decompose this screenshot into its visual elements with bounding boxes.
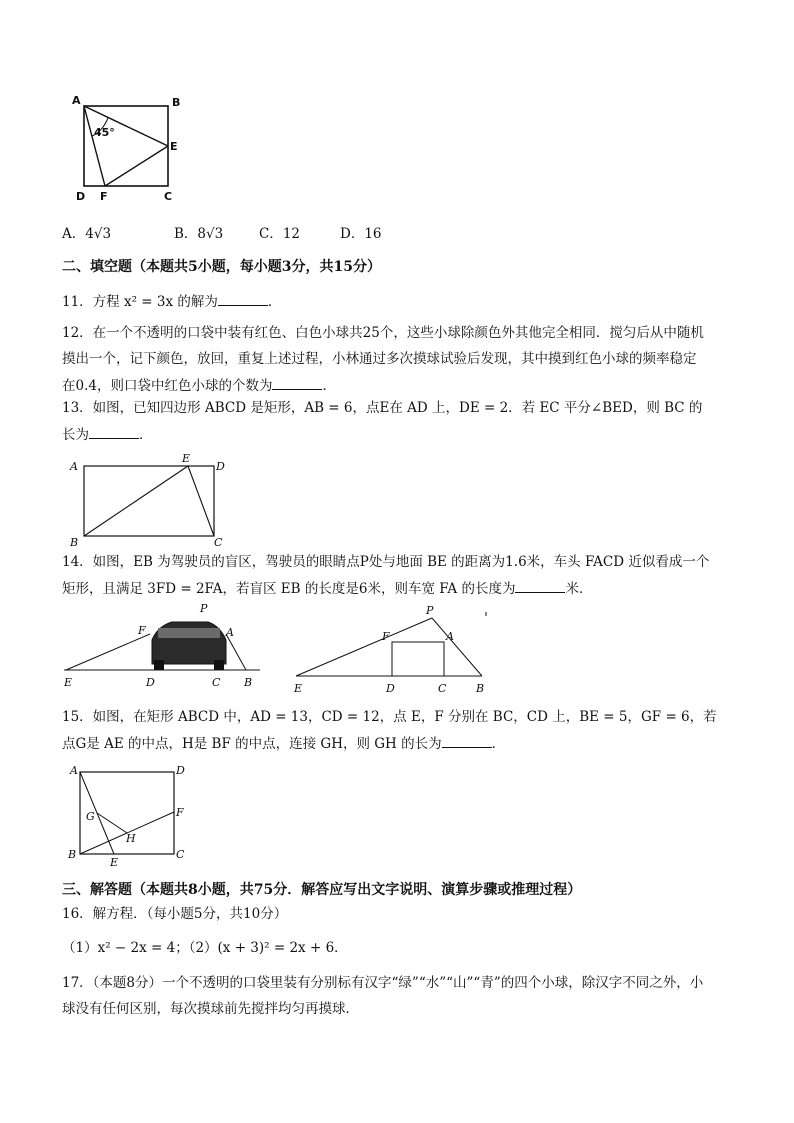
q15-line1: 15．如图，在矩形 ABCD 中，AD = 13，CD = 12，点 E，F 分别在 BC，CD 上，BE = 5，GF = 6，若 <box>62 709 717 725</box>
label-C: C <box>214 536 223 548</box>
label-C: C <box>212 676 221 689</box>
label-E: E <box>170 140 178 153</box>
label-F: F <box>138 624 146 637</box>
answer-blank <box>89 424 139 439</box>
label-A: A <box>446 630 454 643</box>
label-E: E <box>294 682 303 695</box>
option-a: A．4√3 <box>62 226 112 242</box>
q17-line1: 17．（本题8分）一个不透明的口袋里装有分别标有汉字“绿”“水”“山”“青”的四个小球，除汉字不同之外，小 <box>62 975 704 991</box>
label-D: D <box>386 682 395 695</box>
label-A: A <box>226 626 234 639</box>
section-3-title: 三、解答题（本题共8小题，共75分．解答应写出文字说明、演算步骤或推理过程） <box>62 882 582 898</box>
label-F: F <box>100 190 108 203</box>
option-d: D．16 <box>340 226 382 242</box>
section-2-title: 二、填空题（本题共5小题，每小题3分，共15分） <box>62 259 381 275</box>
question-13 <box>62 398 702 445</box>
figure-q10-square <box>68 92 198 210</box>
figure-q13-rectangle <box>64 452 234 548</box>
label-A: A <box>70 460 78 473</box>
label-D: D <box>76 190 86 203</box>
label-B: B <box>244 676 253 689</box>
label-P: P <box>426 604 434 617</box>
label-C: C <box>176 848 185 861</box>
q14-line1: 14．如图，EB 为驾驶员的盲区，驾驶员的眼睛点P处与地面 BE 的距离为1.6米，车头 FACD 近似看成一个 <box>62 554 710 570</box>
label-H: H <box>126 832 136 845</box>
label-D: D <box>176 764 185 777</box>
label-G: G <box>86 810 95 823</box>
label-C: C <box>164 190 173 203</box>
q16-equations: （1）x² − 2x = 4；（2）(x + 3)² = 2x + 6． <box>62 940 348 956</box>
answer-blank <box>272 375 322 390</box>
label-P: P <box>200 602 208 615</box>
question-14 <box>62 552 709 599</box>
angle-label: 45° <box>94 126 115 139</box>
q14-line2: 矩形，且满足 3FD = 2FA，若盲区 EB 的长度是6米，则车宽 FA 的长度为 米． <box>62 578 709 599</box>
answer-blank <box>515 578 565 593</box>
label-A: A <box>70 764 78 777</box>
question-15 <box>62 707 717 754</box>
label-F: F <box>176 806 184 819</box>
q13-line1: 13．如图，已知四边形 ABCD 是矩形，AB = 6，点E在 AD 上，DE = 2．若 EC 平分∠BED，则 BC 的 <box>62 400 703 416</box>
q13-line2: 长为 ． <box>62 424 702 445</box>
question-11: 11．方程 x² = 3x 的解为 ． <box>62 291 281 312</box>
label-E: E <box>110 856 119 868</box>
q12-line2: 摸出一个，记下颜色，放回，重复上述过程，小林通过多次摸球试验后发现，其中摸到红色小球的频率稳定 <box>62 351 697 367</box>
label-C: C <box>438 682 447 695</box>
answer-blank <box>442 733 492 748</box>
label-E: E <box>64 676 73 689</box>
label-B: B <box>68 848 77 861</box>
option-b: B．8√3 <box>174 226 224 242</box>
label-F: F <box>382 630 390 643</box>
q12-line3: 在0.4，则口袋中红色小球的个数为 ． <box>62 375 704 396</box>
label-D: D <box>146 676 155 689</box>
figure-q14-car <box>60 600 270 692</box>
q12-line1: 12．在一个不透明的口袋中装有红色、白色小球共25个，这些小球除颜色外其他完全相同．搅匀后从中随机 <box>62 325 704 341</box>
label-A: A <box>72 94 81 107</box>
label-B: B <box>476 682 485 695</box>
label-E: E <box>182 452 191 465</box>
question-12 <box>62 323 704 396</box>
label-B: B <box>172 96 181 109</box>
question-17 <box>62 973 703 1019</box>
figure-q14-diagram <box>288 604 494 696</box>
label-B: B <box>70 536 79 548</box>
question-16 <box>62 904 348 958</box>
q17-line2: 球没有任何区别，每次摸球前先搅拌均匀再摸球． <box>62 1001 359 1017</box>
option-c: C．12 <box>259 226 301 242</box>
figure-q15-rectangle <box>64 762 194 868</box>
label-D: D <box>216 460 225 473</box>
q15-line2: 点G是 AE 的中点，H是 BF 的中点，连接 GH，则 GH 的长为 ． <box>62 733 717 754</box>
q16-title: 16．解方程．（每小题5分，共10分） <box>62 906 288 922</box>
answer-blank <box>218 291 268 306</box>
